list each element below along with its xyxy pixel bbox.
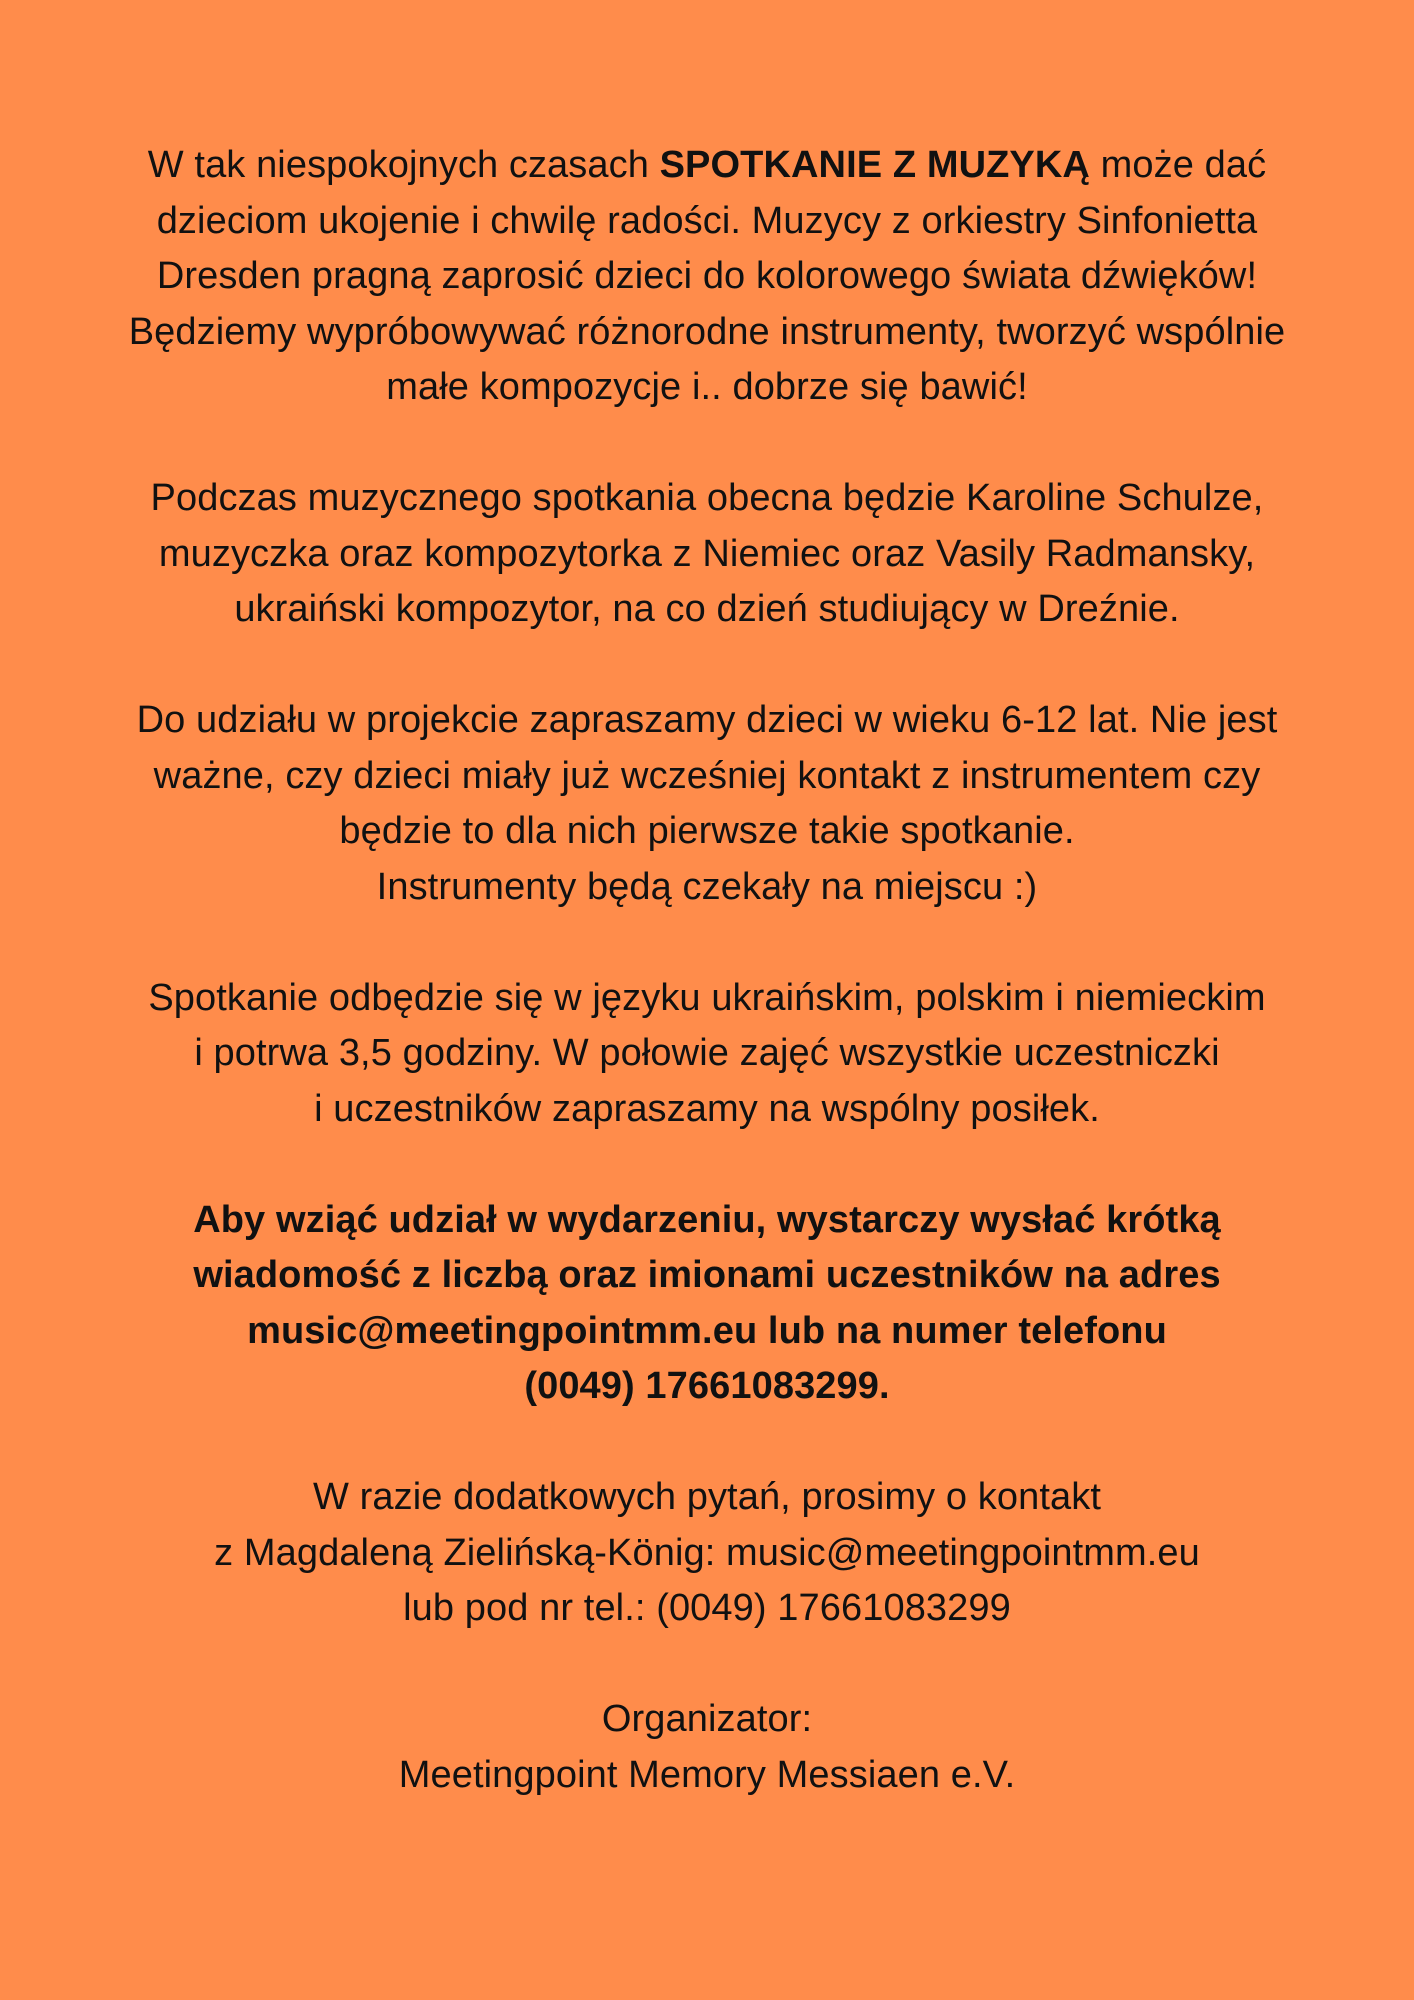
language-line-3: i uczestników zapraszamy na wspólny posiłek. <box>314 1087 1100 1130</box>
intro-line-4: Będziemy wypróbowywać różnorodne instrumenty, tworzyć wspólnie <box>128 310 1286 353</box>
registration-line-2: wiadomość z liczbą oraz imionami uczestników na adres <box>193 1254 1221 1296</box>
intro-line-2: dzieciom ukojenie i chwilę radości. Muzycy z orkiestry Sinfonietta <box>156 199 1258 242</box>
contact-line-2: z Magdaleną Zielińską-König: music@meetingpointmm.eu <box>214 1531 1200 1574</box>
intro-line-1-start: W tak niespokojnych czasach <box>147 144 660 186</box>
intro-line-1 <box>67 138 1347 194</box>
registration-paragraph <box>67 1193 1347 1415</box>
registration-line-1: Aby wziąć udział w wydarzeniu, wystarczy wysłać krótką <box>193 1198 1221 1241</box>
contact-line-3: lub pod nr tel.: (0049) 17661083299 <box>403 1587 1011 1629</box>
intro-paragraph <box>67 138 1347 416</box>
participants-line-2: ważne, czy dzieci miały już wcześniej kontakt z instrumentem czy <box>153 754 1261 797</box>
event-name: SPOTKANIE Z MUZYKĄ <box>659 144 1090 186</box>
guests-line-1: Podczas muzycznego spotkania obecna będzie Karoline Schulze, <box>150 477 1264 519</box>
contact-line-1: W razie dodatkowych pytań, prosimy o kontakt <box>313 1476 1101 1518</box>
guests-paragraph <box>67 471 1347 638</box>
language-line-1: Spotkanie odbędzie się w języku ukraińskim, polskim i niemieckim <box>148 976 1266 1019</box>
guests-line-2: muzyczka oraz kompozytorka z Niemiec oraz Vasily Radmansky, <box>158 532 1256 575</box>
organizer-label: Organizator: <box>601 1698 813 1740</box>
language-line-2: i potrwa 3,5 godziny. W połowie zajęć wszystkie uczestniczki <box>194 1032 1220 1074</box>
registration-line-4: (0049) 17661083299. <box>524 1365 890 1407</box>
participants-paragraph <box>67 693 1347 915</box>
language-paragraph <box>67 971 1347 1138</box>
participants-line-4: Instrumenty będą czekały na miejscu :) <box>376 865 1038 908</box>
contact-paragraph <box>67 1470 1347 1637</box>
organizer-name: Meetingpoint Memory Messiaen e.V. <box>398 1753 1016 1796</box>
organizer-paragraph <box>67 1692 1347 1803</box>
participants-line-3: będzie to dla nich pierwsze takie spotkanie. <box>339 810 1075 852</box>
intro-line-3: Dresden pragną zaprosić dzieci do kolorowego świata dźwięków! <box>156 255 1258 297</box>
registration-line-3: music@meetingpointmm.eu lub na numer telefonu <box>247 1309 1167 1352</box>
guests-line-3: ukraiński kompozytor, na co dzień studiujący w Dreźnie. <box>234 588 1180 630</box>
participants-line-1: Do udziału w projekcie zapraszamy dzieci w wieku 6-12 lat. Nie jest <box>136 699 1278 741</box>
intro-line-5: małe kompozycje i.. dobrze się bawić! <box>386 366 1028 408</box>
intro-line-1-end: może dać <box>1089 144 1267 186</box>
flyer-text <box>67 138 1347 1803</box>
